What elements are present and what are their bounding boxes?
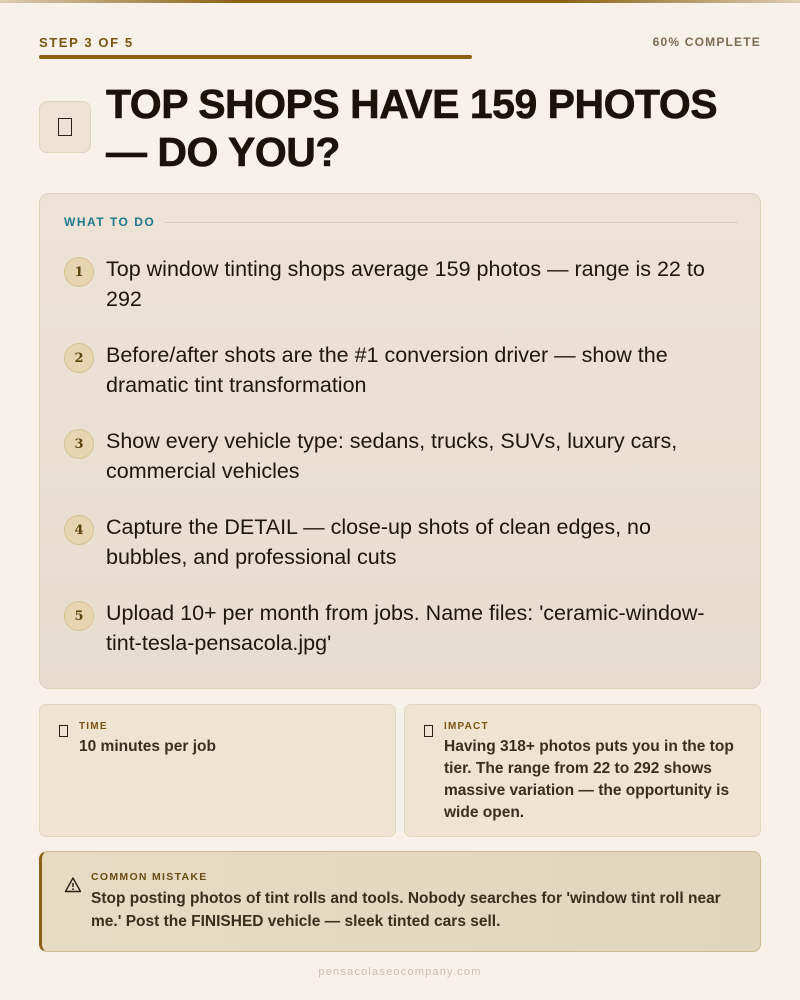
step-number-badge: 1 [64,257,94,287]
step-number-badge: 2 [64,343,94,373]
header-icon-box [39,101,91,153]
what-to-do-header [64,215,738,229]
list-item [64,512,738,572]
warning-icon [64,876,82,894]
step-number-badge: 4 [64,515,94,545]
time-label: TIME [79,721,108,732]
percent-complete: 60% COMPLETE [652,35,761,49]
page-title: TOP SHOPS HAVE 159 PHOTOS — DO YOU? [106,81,718,175]
impact-text: Having 318+ photos puts you in the top tier. The range from 22 to 292 shows massive variation — the opportunity is wide open. [444,738,734,821]
divider [165,222,738,223]
list-item [64,254,738,314]
impact-card [404,704,761,837]
mistake-label: COMMON MISTAKE [91,871,208,883]
chart-icon [424,725,433,737]
clock-icon [59,725,68,737]
page-header [39,80,761,176]
what-to-do-label: WHAT TO DO [64,215,156,229]
top-accent-rule [0,0,800,3]
what-to-do-card [39,193,761,689]
step-indicator: STEP 3 OF 5 [39,34,134,50]
time-card [39,704,396,837]
time-text: 10 minutes per job [79,738,216,755]
progress-header [39,34,761,50]
step-number-badge: 5 [64,601,94,631]
step-text: Before/after shots are the #1 conversion driver — show the dramatic tint transformation [106,343,668,397]
steps-list [64,254,738,684]
common-mistake-callout [39,851,761,952]
step-text: Show every vehicle type: sedans, trucks, SUVs, luxury cars, commercial vehicles [106,429,678,483]
mistake-text: Stop posting photos of tint rolls and tools. Nobody searches for 'window tint roll near me.' Post the FINISHED vehicle — sleek tinted cars sell. [91,890,721,930]
step-text: Upload 10+ per month from jobs. Name files: 'ceramic-window-tint-tesla-pensacola.jpg' [106,601,705,655]
progress-bar-fill [39,55,472,59]
list-item [64,340,738,400]
step-text: Top window tinting shops average 159 photos — range is 22 to 292 [106,257,705,311]
progress-bar [39,55,761,59]
list-item [64,598,738,658]
step-number-badge: 3 [64,429,94,459]
list-item [64,426,738,486]
footer-domain: pensacolaseocompany.com [318,966,482,978]
document-icon [58,118,72,136]
step-text: Capture the DETAIL — close-up shots of clean edges, no bubbles, and professional cuts [106,515,651,569]
impact-label: IMPACT [444,721,489,732]
